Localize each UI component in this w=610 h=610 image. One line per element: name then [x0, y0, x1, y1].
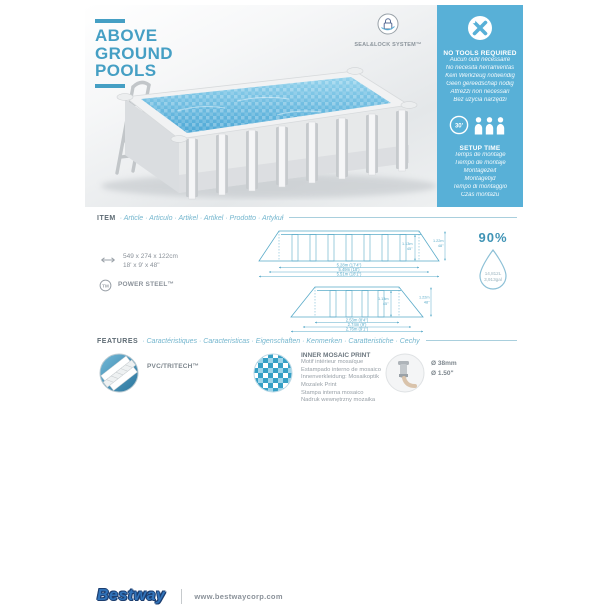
- frame-spec-row: [99, 279, 174, 292]
- mosaic-translation: Estampado interno de mosaico: [301, 366, 381, 373]
- setup-time-translation: Tiempo de montaje: [454, 160, 506, 167]
- end-view-diagram: [281, 281, 447, 337]
- no-tools-block: [437, 5, 523, 104]
- no-tools-translation: Aucun outil nécessaire: [449, 57, 511, 63]
- side-inner-height: 1.13m: [401, 242, 413, 246]
- footer-divider: [181, 589, 182, 604]
- setup-time-translation: Temps de montage: [454, 152, 506, 159]
- mosaic-translation: Mozaïek Print: [301, 381, 337, 388]
- setup-time-translation: Montagetijd: [464, 176, 496, 183]
- clock-icon: [450, 117, 467, 134]
- three-people-icon: [475, 118, 504, 135]
- end-inner-height: 1.13m: [377, 297, 389, 301]
- pool-product-photo: [87, 53, 437, 207]
- capacity-block: [467, 230, 519, 298]
- end-dim-mid: 2.74m (9'): [347, 321, 367, 327]
- no-tools-icon: [467, 15, 493, 41]
- end-dim-bottom: 2.76m (9'1"): [345, 326, 369, 332]
- seal-lock-icon: [377, 13, 399, 35]
- side-outer-height-in: 48": [437, 244, 444, 248]
- title-line-3: POOLS: [95, 61, 157, 81]
- size-imperial: 18' x 9' x 48": [123, 261, 160, 269]
- item-label-translations: · Article · Articulo · Artikel · Artikel · Prodotto · Artykuł: [119, 215, 284, 222]
- side-view-diagram: [255, 223, 451, 281]
- features-label: FEATURES: [97, 338, 139, 345]
- valve-icon: [385, 353, 425, 393]
- box-artwork: [85, 5, 523, 608]
- mosaic-translation: Stampa interna mosaico: [301, 389, 364, 396]
- material-label: PVC/TRITECH™: [147, 363, 200, 370]
- end-outer-height-in: 48": [423, 300, 430, 305]
- setup-time-translation: Czas montażu: [460, 191, 500, 198]
- mosaic-text-block: [301, 352, 381, 405]
- capacity-gallons: 3,913gal: [484, 277, 502, 282]
- mosaic-translation: Nadruk wewnętrzny mozaika: [301, 397, 376, 404]
- info-panel: [437, 5, 523, 207]
- double-arrow-icon: [99, 255, 117, 265]
- title-line-2: GROUND: [95, 43, 173, 63]
- side-dim-mid: 5.49m (18'): [338, 266, 360, 272]
- water-drop-icon: [475, 247, 511, 293]
- item-section-header: [97, 215, 517, 222]
- item-label: ITEM: [97, 215, 116, 222]
- no-tools-translation: Bez użycia narzędzi: [453, 96, 507, 103]
- no-tools-translation: No necesita herramientas: [445, 64, 515, 71]
- setup-time-icons: [449, 114, 511, 136]
- no-tools-translation: Attrezzi non necessari: [450, 88, 510, 95]
- setup-time-translation: Montagezeit: [463, 168, 497, 175]
- setup-duration: 30': [454, 123, 464, 130]
- side-dim-top: 5.28m (17'4"): [336, 262, 362, 268]
- title-line-1: ABOVE: [95, 26, 158, 45]
- end-dim-top: 2.53m (8'4"): [345, 317, 369, 323]
- end-outer-height: 1.22m: [418, 295, 430, 300]
- website-url: www.bestwaycorp.com: [194, 591, 283, 601]
- features-section-header: [97, 338, 517, 345]
- no-tools-translation: Geen gereedschap nodig: [446, 80, 514, 87]
- valve-text-block: [431, 359, 457, 380]
- no-tools-title: NO TOOLS REQUIRED: [443, 50, 517, 57]
- side-dim-bottom: 5.51m (18'1"): [336, 271, 362, 277]
- mosaic-translation: Motif intérieur mosaïque: [301, 359, 364, 365]
- features-label-translations: · Caractéristiques · Caracteristicas · Eigenschaften · Kenmerken · Caratteristiche · Cechy: [142, 338, 420, 345]
- capacity-liters: 14,812L: [484, 271, 502, 276]
- mosaic-print-icon: [253, 353, 293, 393]
- side-inner-height-in: 45": [406, 247, 413, 251]
- footer: [97, 585, 511, 607]
- setup-time-title: SETUP TIME: [459, 145, 501, 153]
- tritech-material-icon: [99, 353, 139, 393]
- features-header-rule: [426, 340, 517, 341]
- size-spec-row: [99, 253, 178, 271]
- seal-lock-badge: [341, 13, 435, 48]
- capacity-percent: 90%: [478, 230, 508, 245]
- no-tools-translation: Kein Werkzeug notwendig: [445, 72, 515, 79]
- valve-diameter-imperial: Ø 1.50": [431, 370, 454, 378]
- setup-time-block: [437, 104, 523, 199]
- bestway-logo: Bestway: [97, 587, 166, 604]
- valve-diameter-metric: Ø 38mm: [431, 360, 457, 367]
- title-rule-top: [95, 19, 125, 23]
- seal-lock-label: SEAL&LOCK SYSTEM™: [354, 42, 422, 48]
- mosaic-title: INNER MOSAIC PRINT: [301, 352, 371, 359]
- mosaic-translation: Innenverkleidung: Mosaikoptik: [301, 374, 379, 381]
- trademark-icon: [99, 279, 112, 292]
- setup-time-translation: Tempo di montaggio: [452, 184, 508, 191]
- trademark-icon-text: TM: [102, 283, 109, 289]
- end-inner-height-in: 45": [382, 302, 389, 306]
- size-metric: 549 x 274 x 122cm: [123, 253, 178, 260]
- item-header-rule: [289, 217, 517, 218]
- side-outer-height: 1.22m: [432, 239, 444, 243]
- frame-name: POWER STEEL™: [118, 281, 175, 288]
